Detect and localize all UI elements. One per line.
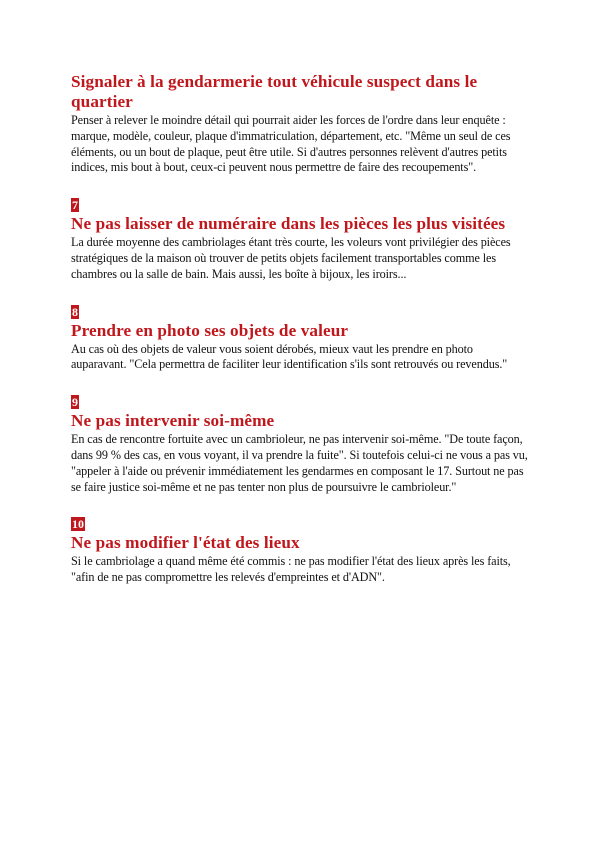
section-number-badge: 7 <box>72 198 78 213</box>
document-page <box>71 72 531 586</box>
section-title: Ne pas laisser de numéraire dans les pièces les plus visitées <box>71 214 506 234</box>
section-body: La durée moyenne des cambriolages étant très courte, les voleurs vont privilégier des pièces stratégiques de la maison où trouver de petits objets facilement transportables comme les chambres ou la salle de bain. Mais aussi, les boîte à bijoux, les iroirs... <box>71 235 511 281</box>
section-body: Penser à relever le moindre détail qui pourrait aider les forces de l'ordre dans leur enquête : marque, modèle, couleur, plaque d'immatriculation, département, etc. "Même un seul de ces éléments, ou un bout de plaque, peut être utile. Si d'autres personnes relèvent d'autres petits indices, mis bout à bout, ceux-ci peuvent nous permettre de faire des recoupements". <box>71 113 511 175</box>
section-number-badge: 10 <box>72 517 84 532</box>
section-8 <box>71 303 531 374</box>
section-9 <box>71 393 531 495</box>
section-number-badge: 9 <box>72 395 78 410</box>
section-body: En cas de rencontre fortuite avec un cambrioleur, ne pas intervenir soi-même. "De toute façon, dans 99 % des cas, en vous voyant, il va prendre la fuite". Si toutefois celui-ci ne vous a pas vu, "appeler à l'aide ou prévenir immédiatement les gendarmes en composant le 17. Surtout ne pas se faire justice soi-même et ne pas tenter non plus de poursuivre le cambrioleur." <box>71 432 528 494</box>
section-title: Ne pas modifier l'état des lieux <box>71 533 300 553</box>
section-title: Signaler à la gendarmerie tout véhicule suspect dans le quartier <box>71 72 478 111</box>
section-10 <box>71 515 531 586</box>
section-body: Si le cambriolage a quand même été commis : ne pas modifier l'état des lieux après les faits, "afin de ne pas compromettre les relevés d'empreintes et d'ADN". <box>71 554 511 585</box>
section-title: Ne pas intervenir soi-même <box>71 411 275 431</box>
section-7 <box>71 196 531 282</box>
section-vehicle <box>71 72 531 176</box>
section-title: Prendre en photo ses objets de valeur <box>71 320 349 340</box>
section-number-badge: 8 <box>72 304 78 319</box>
section-body: Au cas où des objets de valeur vous soient dérobés, mieux vaut les prendre en photo auparavant. "Cela permettra de faciliter leur identification s'ils sont retrouvés ou revendus." <box>71 341 508 372</box>
